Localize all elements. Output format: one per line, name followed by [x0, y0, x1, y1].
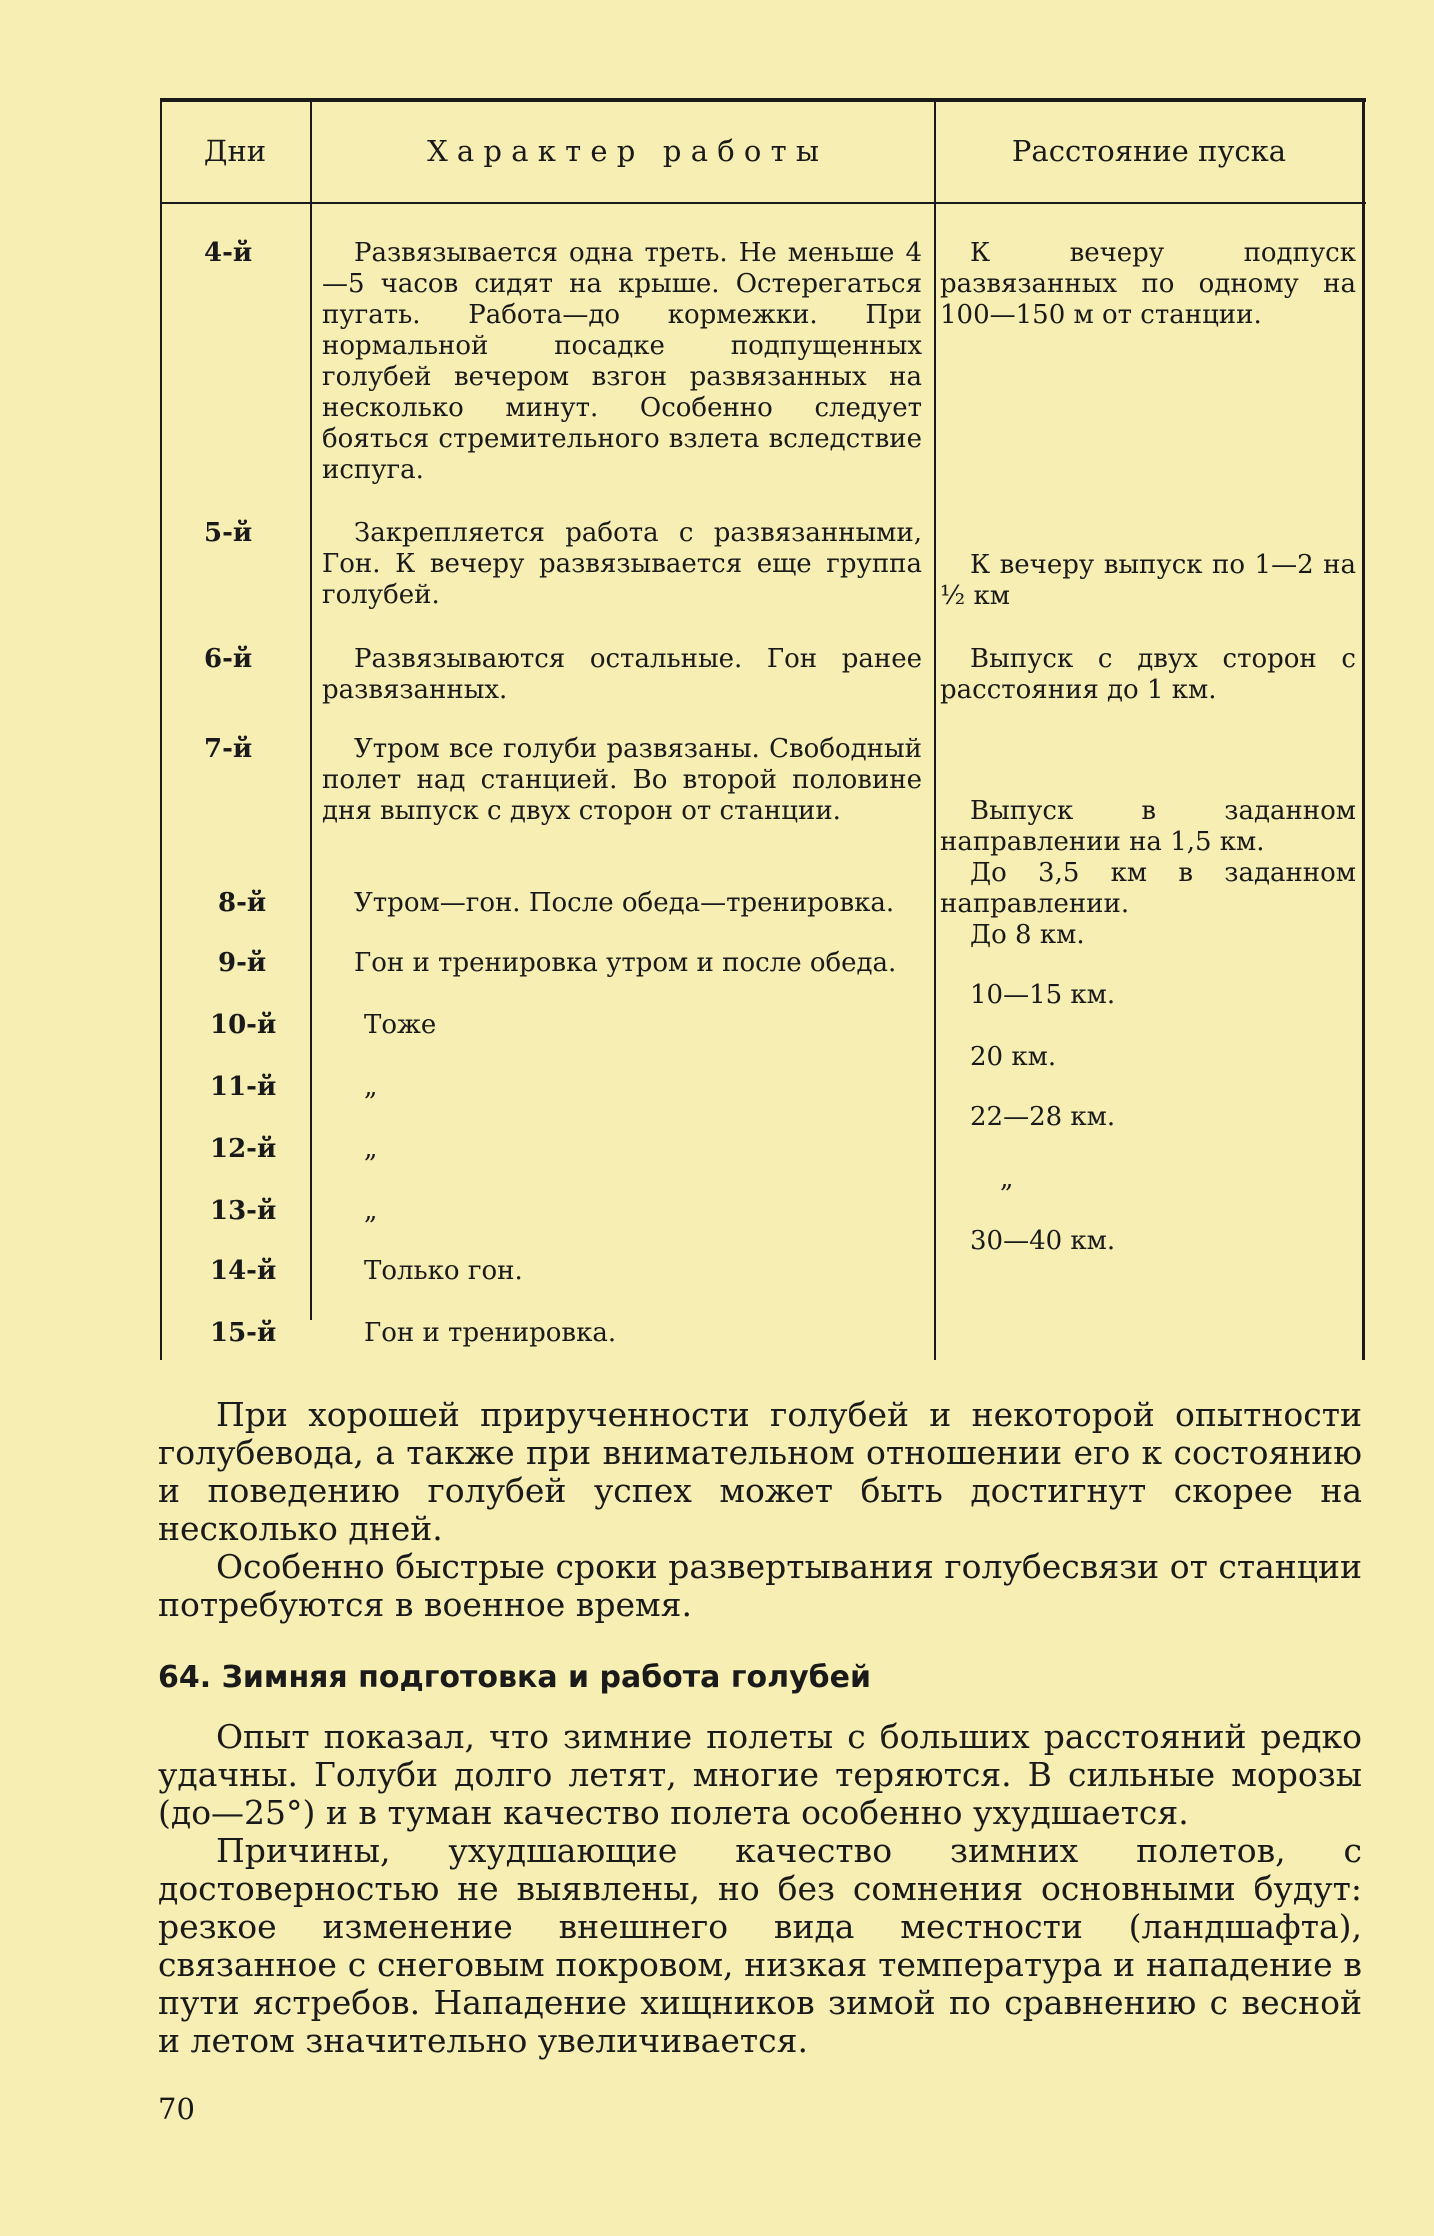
- day-cell: 14-й: [210, 1256, 277, 1286]
- distance-cell: Выпуск в заданном направлении на 1,5 км.: [940, 796, 1356, 857]
- left-border: [160, 98, 162, 1360]
- distance-cell: К вечеру выпуск по 1—2 на ½ км: [940, 550, 1356, 611]
- day-cell: 6-й: [204, 644, 253, 674]
- work-cell: Развязывается одна треть. Не меньше 4—5 часов сидят на крыше. Остерегаться пугать. Работа—до кормежки. При нормальной посадке подпущенных голубей вечером взгон развязанных на несколько минут. Особенно следует бояться стремительного взлета вследствие испуга.: [322, 238, 922, 485]
- distance-cell: „: [1000, 1164, 1014, 1194]
- distance-cell: 10—15 км.: [970, 980, 1116, 1010]
- day-cell: 12-й: [210, 1134, 277, 1164]
- work-cell: Развязываются остальные. Гон ранее развязанных.: [322, 644, 922, 705]
- day-cell: 10-й: [210, 1010, 277, 1040]
- day-cell: 8-й: [218, 888, 267, 918]
- work-cell: Утром все голуби развязаны. Свободный полет над станцией. Во второй половине дня выпуск с двух сторон от станции.: [322, 734, 922, 826]
- distance-cell: 22—28 км.: [970, 1102, 1116, 1132]
- work-cell: Утром—гон. После обеда—тренировка.: [354, 888, 895, 918]
- header-bottom-rule: [160, 202, 1366, 204]
- distance-cell: До 3,5 км в заданном направлении.: [940, 858, 1356, 919]
- day-cell: 11-й: [210, 1072, 277, 1102]
- work-cell: Закрепляется работа с развязанными, Гон. К вечеру развязывается еще группа голубей.: [322, 518, 922, 610]
- col-divider-1: [310, 98, 312, 1320]
- work-cell: „: [364, 1072, 378, 1102]
- section-paragraph: Причины, ухудшающие качество зимних полетов, с достоверностью не выявлены, но без сомнения основными будут: резкое изменение внешнего вида местности (ландшафта), связанное с снеговым покровом, низкая температура и нападение в пути ястребов. Нападение хищников зимой по сравнению с весной и летом значительно увеличивается.: [158, 1831, 1362, 2060]
- work-cell: Гон и тренировка.: [364, 1318, 617, 1348]
- table-top-rule: [160, 98, 1366, 102]
- day-cell: 4-й: [204, 238, 253, 268]
- header-work: Х а р а к т е р р а б о т ы: [427, 134, 819, 168]
- page-number: 70: [158, 2092, 195, 2126]
- work-cell: Только гон.: [364, 1256, 523, 1286]
- body-paragraph: При хорошей прирученности голубей и некоторой опытности голубевода, а также при внимательном отношении его к состоянию и поведению голубей успех может быть достигнут скорее на несколько дней.: [158, 1395, 1362, 1548]
- right-border: [1362, 98, 1365, 1360]
- section-paragraph: Опыт показал, что зимние полеты с больших расстояний редко удачны. Голуби долго летят, многие теряются. В сильные морозы (до—25°) и в туман качество полета особенно ухудшается.: [158, 1717, 1362, 1832]
- work-cell: Гон и тренировка утром и после обеда.: [354, 948, 897, 978]
- col-divider-2: [934, 98, 936, 1360]
- schedule-table: [160, 98, 1366, 1360]
- work-cell: Тоже: [364, 1010, 437, 1040]
- day-cell: 15-й: [210, 1318, 277, 1348]
- day-cell: 9-й: [218, 948, 267, 978]
- distance-cell: 30—40 км.: [970, 1226, 1116, 1256]
- day-cell: 5-й: [204, 518, 253, 548]
- day-cell: 13-й: [210, 1196, 277, 1226]
- work-cell: „: [364, 1196, 378, 1226]
- day-cell: 7-й: [204, 734, 253, 764]
- distance-cell: Выпуск с двух сторон с расстояния до 1 км.: [940, 644, 1356, 705]
- header-distance: Расстояние пуска: [1011, 134, 1287, 168]
- section-heading: 64. Зимняя подготовка и работа голубей: [158, 1660, 871, 1695]
- distance-cell: 20 км.: [970, 1042, 1057, 1072]
- distance-cell: До 8 км.: [970, 920, 1085, 950]
- distance-cell: К вечеру подпуск развязанных по одному на 100—150 м от станции.: [940, 238, 1356, 330]
- work-cell: „: [364, 1134, 378, 1164]
- body-paragraph: Особенно быстрые сроки развертывания голубесвязи от станции потребуются в военное время.: [158, 1547, 1362, 1624]
- header-days: Дни: [203, 134, 267, 168]
